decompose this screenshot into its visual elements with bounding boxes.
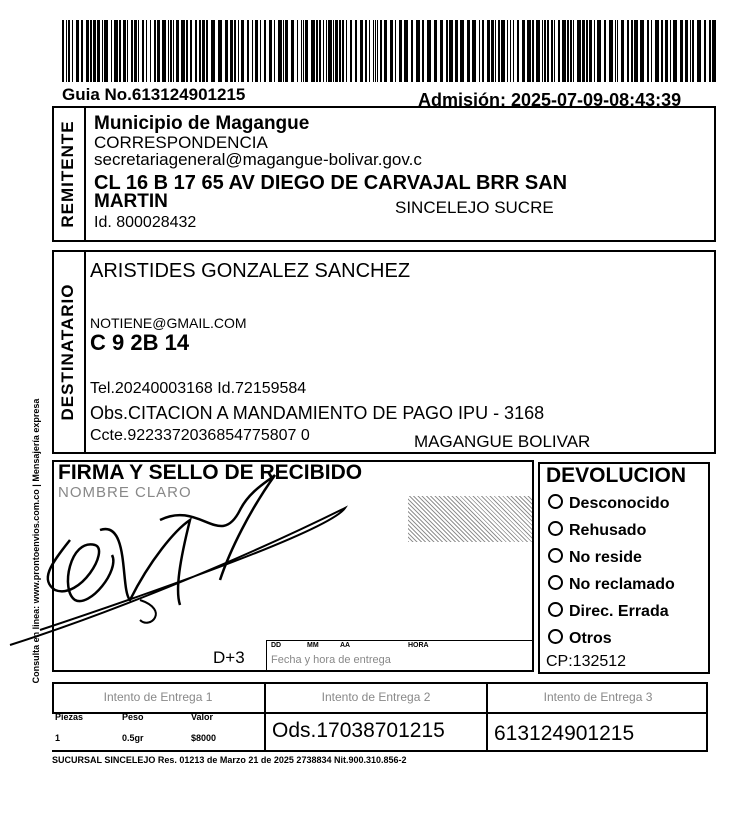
piezas-value: 1 <box>55 733 61 743</box>
barcode-bar <box>264 20 266 82</box>
barcode-bar <box>335 20 338 82</box>
barcode-bar <box>422 20 424 82</box>
barcode-bar <box>615 20 616 82</box>
barcode-bar <box>558 20 560 82</box>
barcode-bar <box>111 20 112 82</box>
recipient-city: MAGANGUE BOLIVAR <box>414 432 591 451</box>
barcode-bar <box>573 20 574 82</box>
barcode-bar <box>369 20 370 82</box>
barcode-bar <box>411 20 413 82</box>
barcode-bar <box>247 20 249 82</box>
barcode-bar <box>190 20 192 82</box>
circle-icon <box>548 521 563 536</box>
dd-label: DD <box>271 642 282 649</box>
return-title: DEVOLUCION <box>546 464 687 487</box>
barcode-bar <box>123 20 126 82</box>
guide-number-bottom: 613124901215 <box>494 722 635 745</box>
barcode-bar <box>319 20 321 82</box>
barcode-bar <box>255 20 258 82</box>
barcode-bar <box>274 20 275 82</box>
barcode-bar <box>72 20 73 82</box>
barcode-bar <box>168 20 169 82</box>
barcode-bar <box>195 20 197 82</box>
barcode-bar <box>498 20 500 82</box>
barcode-bar <box>427 20 431 82</box>
recipient-phone: Tel.20240003168 Id.72159584 <box>90 380 307 397</box>
ccte: Ccte.9223372036854775807 0 <box>90 427 310 444</box>
postal-code: CP:132512 <box>546 653 627 670</box>
barcode-bar <box>218 20 222 82</box>
barcode-bar <box>238 20 239 82</box>
option-otros: Otros <box>548 629 675 653</box>
barcode-bar <box>472 20 476 82</box>
barcode <box>62 20 720 82</box>
barcode-bar <box>582 20 585 82</box>
barcode-bar <box>138 20 139 82</box>
sender-id: Id. 800028432 <box>94 214 197 231</box>
barcode-bar <box>206 20 208 82</box>
barcode-bar <box>544 20 546 82</box>
barcode-bar <box>323 20 324 82</box>
barcode-bar <box>661 20 663 82</box>
barcode-bar <box>291 20 294 82</box>
barcode-bar <box>350 20 352 82</box>
barcode-bar <box>460 20 464 82</box>
barcode-bar <box>690 20 691 82</box>
barcode-bar <box>640 20 644 82</box>
barcode-bar <box>157 20 160 82</box>
barcode-bar <box>712 20 716 82</box>
barcode-bar <box>597 20 601 82</box>
peso-label: Peso <box>122 712 144 722</box>
barcode-bar <box>631 20 633 82</box>
barcode-bar <box>252 20 253 82</box>
barcode-bar <box>76 20 79 82</box>
barcode-bar <box>547 20 549 82</box>
barcode-bar <box>297 20 298 82</box>
barcode-bar <box>577 20 581 82</box>
sender-name: Municipio de Magangue <box>94 113 310 134</box>
barcode-bar <box>467 20 470 82</box>
barcode-bar <box>199 20 201 82</box>
barcode-bar <box>586 20 588 82</box>
barcode-bar <box>86 20 89 82</box>
attempt-3: Intento de Entrega 3 <box>543 690 653 704</box>
admission-date: Admisión: 2025-07-09-08:43:39 <box>418 90 682 110</box>
barcode-bar <box>142 20 144 82</box>
peso-value: 0.5gr <box>122 733 144 743</box>
guide-number-header: Guia No.613124901215 <box>62 85 246 104</box>
barcode-bar <box>542 20 543 82</box>
barcode-bar <box>269 20 272 82</box>
barcode-bar <box>176 20 179 82</box>
hora-label: HORA <box>408 642 429 649</box>
barcode-bar <box>522 20 525 82</box>
barcode-bar <box>647 20 649 82</box>
footer-text: SUCURSAL SINCELEJO Res. 01213 de Marzo 21 de 2025 2738834 Nit.900.310.856-2 <box>52 755 407 765</box>
barcode-bar <box>90 20 92 82</box>
barcode-bar <box>634 20 638 82</box>
barcode-bar <box>114 20 118 82</box>
destinatario-label: DESTINATARIO <box>58 283 77 421</box>
barcode-bar <box>510 20 511 82</box>
barcode-bar <box>186 20 188 82</box>
barcode-bar <box>416 20 420 82</box>
valor-label: Valor <box>191 712 214 722</box>
barcode-bar <box>93 20 96 82</box>
barcode-bar <box>670 20 671 82</box>
barcode-bar <box>380 20 382 82</box>
barcode-bar <box>495 20 496 82</box>
barcode-bar <box>570 20 572 82</box>
barcode-bar <box>104 20 108 82</box>
barcode-bar <box>285 20 288 82</box>
barcode-bar <box>146 20 147 82</box>
valor-value: $8000 <box>191 733 217 743</box>
circle-icon <box>548 602 563 617</box>
sender-address-2: MARTIN <box>94 191 168 212</box>
barcode-bar <box>225 20 228 82</box>
barcode-bar <box>333 20 334 82</box>
ods-number: Ods.17038701215 <box>272 719 445 742</box>
barcode-bar <box>395 20 396 82</box>
circle-icon <box>548 494 563 509</box>
barcode-bar <box>673 20 677 82</box>
barcode-bar <box>536 20 540 82</box>
barcode-bar <box>162 20 166 82</box>
barcode-bar <box>375 20 376 82</box>
barcode-bar <box>704 20 706 82</box>
barcode-bar <box>202 20 205 82</box>
barcode-bar <box>311 20 315 82</box>
piezas-label: Piezas <box>55 712 84 722</box>
barcode-bar <box>62 20 64 82</box>
signature-title: FIRMA Y SELLO DE RECIBIDO <box>58 461 363 484</box>
barcode-bar <box>665 20 668 82</box>
nombre-claro: NOMBRE CLARO <box>58 484 192 501</box>
barcode-bar <box>697 20 701 82</box>
barcode-bar <box>68 20 70 82</box>
handwritten-signature <box>0 460 540 660</box>
barcode-bar <box>305 20 308 82</box>
barcode-bar <box>692 20 694 82</box>
barcode-bar <box>260 20 261 82</box>
barcode-bar <box>399 20 402 82</box>
barcode-bar <box>360 20 363 82</box>
option-rehusado: Rehusado <box>548 521 675 548</box>
barcode-bar <box>131 20 133 82</box>
barcode-bar <box>617 20 618 82</box>
barcode-bar <box>373 20 374 82</box>
barcode-bar <box>283 20 284 82</box>
barcode-bar <box>355 20 357 82</box>
barcode-bar <box>377 20 378 82</box>
barcode-bar <box>554 20 555 82</box>
barcode-bar <box>685 20 688 82</box>
barcode-bar <box>301 20 302 82</box>
barcode-bar <box>527 20 531 82</box>
barcode-bar <box>342 20 344 82</box>
delivery-date-label: Fecha y hora de entrega <box>271 654 391 666</box>
barcode-bar <box>404 20 408 82</box>
attempt-1: Intento de Entrega 1 <box>103 690 213 704</box>
barcode-bar <box>487 20 490 82</box>
return-options <box>548 494 675 653</box>
barcode-bar <box>507 20 508 82</box>
barcode-bar <box>434 20 437 82</box>
barcode-bar <box>170 20 172 82</box>
barcode-bar <box>181 20 185 82</box>
barcode-bar <box>384 20 387 82</box>
barcode-bar <box>339 20 341 82</box>
barcode-bar <box>211 20 215 82</box>
barcode-bar <box>346 20 347 82</box>
recipient-email: NOTIENE@GMAIL.COM <box>90 315 247 331</box>
barcode-bar <box>328 20 332 82</box>
barcode-bar <box>479 20 480 82</box>
barcode-bar <box>567 20 569 82</box>
barcode-bar <box>316 20 318 82</box>
barcode-bar <box>127 20 128 82</box>
barcode-bar <box>513 20 514 82</box>
barcode-bar <box>455 20 458 82</box>
barcode-bar <box>326 20 327 82</box>
barcode-bar <box>627 20 629 82</box>
barcode-bar <box>390 20 393 82</box>
barcode-bar <box>365 20 367 82</box>
sender-email: secretariageneral@magangue-bolivar.gov.c <box>94 150 422 169</box>
barcode-bar <box>446 20 448 82</box>
recipient-name: ARISTIDES GONZALEZ SANCHEZ <box>90 260 411 282</box>
barcode-bar <box>440 20 443 82</box>
remitente-label: REMITENTE <box>58 120 77 228</box>
barcode-bar <box>609 20 613 82</box>
barcode-bar <box>81 20 83 82</box>
circle-icon <box>548 575 563 590</box>
barcode-bar <box>234 20 236 82</box>
sender-dept: CORRESPONDENCIA <box>94 133 268 152</box>
barcode-bar <box>621 20 624 82</box>
barcode-bar <box>119 20 121 82</box>
circle-icon <box>548 629 563 644</box>
option-direc-errada: Direc. Errada <box>548 602 675 629</box>
barcode-bar <box>655 20 659 82</box>
barcode-bar <box>241 20 244 82</box>
attempt-2: Intento de Entrega 2 <box>321 690 431 704</box>
observations: Obs.CITACION A MANDAMIENTO DE PAGO IPU - 3168 <box>90 403 545 423</box>
option-no-reclamado: No reclamado <box>548 575 675 602</box>
aa-label: AA <box>340 642 351 649</box>
barcode-bar <box>154 20 156 82</box>
barcode-bar <box>709 20 711 82</box>
barcode-bar <box>651 20 652 82</box>
barcode-bar <box>491 20 494 82</box>
d-plus-3: D+3 <box>213 648 245 667</box>
barcode-bar <box>97 20 100 82</box>
barcode-bar <box>66 20 67 82</box>
barcode-bar <box>589 20 592 82</box>
barcode-bar <box>501 20 505 82</box>
barcode-bar <box>532 20 534 82</box>
barcode-bar <box>604 20 606 82</box>
recipient-address: C 9 2B 14 <box>90 330 190 355</box>
sender-address: CL 16 B 17 65 AV DIEGO DE CARVAJAL BRR SAN <box>94 172 568 194</box>
option-no-reside: No reside <box>548 548 675 575</box>
barcode-bar <box>173 20 174 82</box>
circle-icon <box>548 548 563 563</box>
mm-label: MM <box>307 642 319 649</box>
barcode-bar <box>230 20 233 82</box>
barcode-bar <box>134 20 137 82</box>
barcode-bar <box>303 20 304 82</box>
barcode-bar <box>680 20 683 82</box>
barcode-bar <box>562 20 566 82</box>
sender-city: SINCELEJO SUCRE <box>395 198 554 217</box>
side-text: Consulta en linea: www.prontoenvios.com.co | Mensajería expresa <box>31 398 41 684</box>
barcode-bar <box>594 20 595 82</box>
barcode-bar <box>449 20 453 82</box>
barcode-bar <box>150 20 151 82</box>
barcode-bar <box>102 20 103 82</box>
option-desconocido: Desconocido <box>548 494 675 521</box>
barcode-bar <box>517 20 519 82</box>
barcode-bar <box>482 20 484 82</box>
barcode-bar <box>278 20 282 82</box>
barcode-bar <box>551 20 553 82</box>
